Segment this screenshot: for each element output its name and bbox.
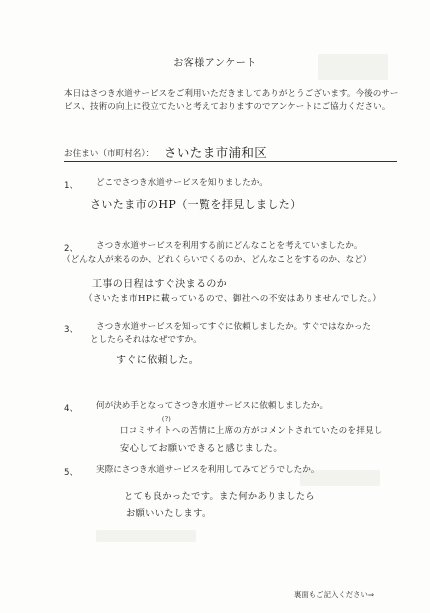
show-through-mark: [96, 530, 196, 542]
question-2-text-line-1: さつき水道サービスを利用する前にどんなことを考えていましたか。: [96, 241, 363, 251]
question-number: 2、: [64, 244, 79, 254]
question-number: 1、: [64, 181, 79, 191]
turn-over-note: 裏面もご記入ください⇒: [294, 590, 375, 599]
answer-5-handwritten-line-1: とても良かったです。また何かありましたら: [124, 491, 316, 502]
answer-2-handwritten-line-2: （さいたま市HPに載っているので、御社への不安はありませんでした。）: [84, 294, 382, 304]
question-5-text: 実際にさつき水道サービスを利用してみてどうでしたか。: [96, 465, 320, 475]
answer-2-handwritten-line-1: 工事の日程はすぐ決まるのか: [92, 279, 228, 290]
intro-text: 本日はさつき水道サービスをご利用いただきましてありがとうございます。今後のサービス、技術の向上に役立てたいと考えておりますのでアンケートにご協力ください。: [64, 89, 399, 112]
question-3-text-line-1: さつき水道サービスを知ってすぐに依頼しましたか。すぐではなかった: [96, 322, 372, 332]
question-4-text: 何が決め手となってさつき水道サービスに依頼しましたか。: [96, 401, 329, 411]
question-2-text-line-2: （どんな人が来るのか、どれくらいでくるのか、どんなことをするのか、など）: [62, 255, 372, 265]
question-number: 3、: [64, 325, 79, 335]
answer-5-handwritten-line-2: お願いいたします。: [126, 508, 212, 519]
answer-3-handwritten: すぐに依頼した。: [116, 355, 200, 366]
answer-1-handwritten: さいたま市のHP（一覧を拝見しました）: [90, 198, 302, 211]
page-title: お客様アンケート: [173, 58, 257, 69]
question-number: 4、: [64, 404, 79, 414]
question-1-text: どこでさつき水道サービスを知りましたか。: [96, 178, 268, 188]
answer-4-insert-mark: (?): [162, 416, 172, 423]
address-label: お住まい（市町村名）：: [64, 149, 155, 159]
address-handwritten-value: さいたま市浦和区: [164, 145, 268, 160]
answer-4-handwritten-line-1: 口コミサイトへの苦情に上席の方がコメントされていたのを拝見し: [120, 425, 383, 435]
answer-4-handwritten-line-2: 安心してお願いできると感じました。: [120, 443, 283, 454]
question-3-text-line-2: としたらそれはなぜですか。: [90, 335, 202, 345]
question-number: 5、: [64, 468, 79, 478]
address-underline: [64, 161, 397, 162]
